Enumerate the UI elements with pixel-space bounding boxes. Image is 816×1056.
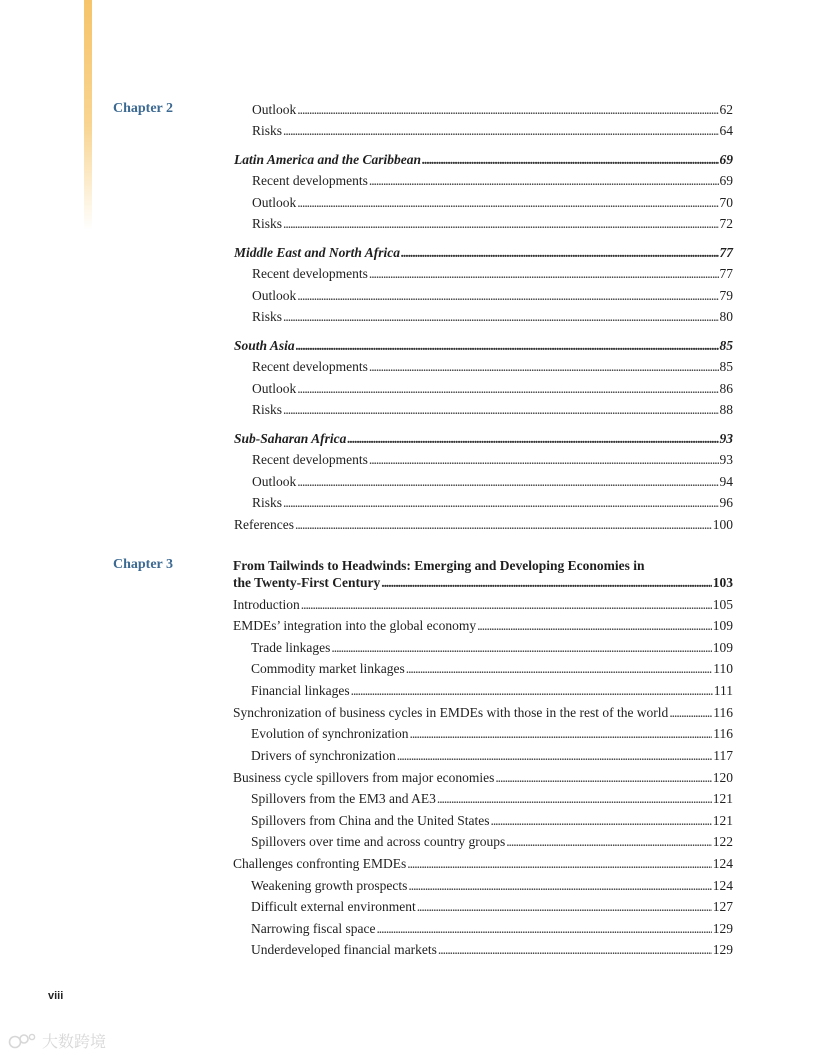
leader-dots	[296, 337, 719, 355]
toc-entry-title: Evolution of synchronization	[251, 726, 409, 741]
toc-entry[interactable]	[251, 877, 733, 895]
leader-dots	[669, 704, 712, 722]
leader-dots	[407, 855, 712, 873]
leader-dots	[369, 172, 719, 190]
toc-entry-title: Introduction	[233, 597, 300, 612]
toc-entry-page: 85	[719, 359, 733, 374]
toc-entry-title: Outlook	[252, 474, 297, 489]
leader-dots	[295, 516, 712, 534]
toc-entry[interactable]	[252, 101, 733, 119]
leader-dots	[506, 833, 712, 851]
leader-dots	[297, 101, 718, 119]
toc-entry-page: 77	[719, 245, 733, 260]
toc-entry[interactable]	[233, 617, 733, 635]
toc-entry-title: Financial linkages	[251, 683, 350, 698]
leader-dots	[301, 596, 712, 614]
toc-entry-page: 100	[712, 517, 733, 532]
watermark-text: 大数跨境	[42, 1032, 107, 1051]
toc-entry-page: 109	[712, 618, 733, 633]
toc-entry-page: 103	[712, 575, 733, 590]
toc-entry-page: 117	[713, 748, 733, 763]
toc-entry-page: 127	[712, 899, 733, 914]
chapter-2-label: Chapter 2	[113, 101, 174, 116]
toc-entry-title: Risks	[252, 123, 283, 138]
toc-entry-title: References	[234, 517, 294, 532]
toc-entry-title: Risks	[252, 309, 283, 324]
toc-entry-title: Weakening growth prospects	[251, 878, 408, 893]
toc-entry-page: 72	[719, 216, 733, 231]
toc-entry[interactable]	[252, 308, 733, 326]
toc-entry[interactable]	[251, 790, 733, 808]
toc-entry-page: 79	[719, 288, 733, 303]
toc-entry[interactable]	[251, 725, 733, 743]
toc-entry-page: 62	[719, 102, 733, 117]
toc-entry-title: Risks	[252, 216, 283, 231]
toc-entry-page: 86	[719, 381, 733, 396]
toc-entry-page: 110	[713, 661, 733, 676]
leader-dots	[297, 380, 718, 398]
toc-entry[interactable]	[233, 704, 733, 722]
toc-entry[interactable]	[251, 639, 733, 657]
toc-entry-title: Spillovers from the EM3 and AE3	[251, 791, 436, 806]
toc-entry-title: Outlook	[252, 195, 297, 210]
toc-entry[interactable]	[251, 920, 733, 938]
toc-entry-page: 121	[712, 791, 733, 806]
toc-entry-page: 116	[713, 705, 733, 720]
toc-entry-page: 94	[719, 474, 733, 489]
toc-entry-references[interactable]	[234, 516, 733, 534]
toc-entry-title: Sub-Saharan Africa	[234, 431, 347, 446]
toc-entry-page: 77	[719, 266, 733, 281]
toc-entry-page: 93	[719, 452, 733, 467]
toc-entry[interactable]	[252, 401, 733, 419]
toc-entry[interactable]	[252, 287, 733, 305]
toc-entry[interactable]	[252, 358, 733, 376]
toc-entry-title: Latin America and the Caribbean	[234, 152, 422, 167]
toc-entry-page: 120	[712, 770, 733, 785]
toc-region-entry[interactable]	[234, 337, 733, 355]
toc-entry-title: Recent developments	[252, 173, 368, 188]
leader-dots	[369, 451, 719, 469]
leader-dots	[297, 473, 718, 491]
toc-entry[interactable]	[252, 473, 733, 491]
toc-entry[interactable]	[252, 380, 733, 398]
toc-entry-title: Risks	[252, 402, 283, 417]
toc-entry[interactable]	[251, 660, 733, 678]
leader-dots	[351, 682, 713, 700]
toc-entry[interactable]	[251, 747, 733, 765]
toc-entry[interactable]	[251, 812, 733, 830]
toc-entry[interactable]	[252, 494, 733, 512]
toc-entry-title: Spillovers from China and the United States	[251, 813, 490, 828]
toc-entry-page: 69	[719, 152, 733, 167]
toc-entry-page: 124	[712, 878, 733, 893]
toc-entry[interactable]	[233, 769, 733, 787]
leader-dots	[381, 574, 712, 592]
toc-entry-title: Drivers of synchronization	[251, 748, 396, 763]
toc-entry-title: Underdeveloped financial markets	[251, 942, 437, 957]
chapter-3-title-entry[interactable]	[233, 574, 733, 592]
leader-dots	[477, 617, 712, 635]
toc-entry[interactable]	[252, 122, 733, 140]
leader-dots	[495, 769, 711, 787]
toc-entry-page: 85	[719, 338, 733, 353]
leader-dots	[438, 941, 712, 959]
leader-dots	[408, 877, 711, 895]
toc-entry-title: Outlook	[252, 288, 297, 303]
leader-dots	[283, 401, 718, 419]
page-number: viii	[48, 990, 64, 1002]
watermark	[8, 1029, 106, 1052]
toc-entry-title: Middle East and North Africa	[234, 245, 401, 260]
leader-dots	[406, 660, 713, 678]
toc-entry[interactable]	[252, 451, 733, 469]
toc-entry-title: Commodity market linkages	[251, 661, 405, 676]
toc-region-entry[interactable]	[234, 430, 733, 448]
chapter-3-label: Chapter 3	[113, 557, 174, 572]
toc-entry[interactable]	[251, 898, 733, 916]
toc-entry-page: 124	[712, 856, 733, 871]
toc-entry-title: Synchronization of business cycles in EMDEs with those in the rest of the world	[233, 705, 669, 720]
toc-entry-title: Recent developments	[252, 359, 368, 374]
leader-dots	[397, 747, 713, 765]
toc-entry-title: Spillovers over time and across country groups	[251, 834, 506, 849]
watermark-logo-icon	[8, 1032, 38, 1050]
leader-dots	[283, 122, 718, 140]
toc-entry-title: Recent developments	[252, 452, 368, 467]
leader-dots	[369, 358, 719, 376]
toc-entry-page: 121	[712, 813, 733, 828]
leader-dots	[409, 725, 712, 743]
leader-dots	[376, 920, 711, 938]
toc-region-entry[interactable]	[234, 151, 733, 169]
toc-entry-page: 129	[712, 942, 733, 957]
toc-entry[interactable]	[233, 596, 733, 614]
toc-entry-page: 105	[712, 597, 733, 612]
toc-entry[interactable]	[251, 941, 733, 959]
leader-dots	[297, 194, 718, 212]
leader-dots	[283, 215, 718, 233]
toc-entry[interactable]	[251, 682, 733, 700]
toc-entry-page: 96	[719, 495, 733, 510]
toc-entry-page: 129	[712, 921, 733, 936]
toc-entry[interactable]	[233, 855, 733, 873]
leader-dots	[297, 287, 718, 305]
decorative-accent-bar	[84, 0, 92, 230]
leader-dots	[283, 308, 718, 326]
toc-entry-page: 80	[719, 309, 733, 324]
leader-dots	[401, 244, 718, 262]
leader-dots	[331, 639, 711, 657]
toc-entry[interactable]	[252, 172, 733, 190]
toc-entry-page: 69	[719, 173, 733, 188]
toc-entry-page: 122	[712, 834, 733, 849]
toc-entry-title: Narrowing fiscal space	[251, 921, 376, 936]
toc-entry-title: Trade linkages	[251, 640, 331, 655]
toc-entry-title: South Asia	[234, 338, 295, 353]
toc-entry-title: Difficult external environment	[251, 899, 416, 914]
toc-entry-title: Outlook	[252, 102, 297, 117]
toc-entry-page: 70	[719, 195, 733, 210]
toc-entry-page: 88	[719, 402, 733, 417]
toc-entry-page: 64	[719, 123, 733, 138]
toc-entry[interactable]	[252, 194, 733, 212]
toc-region-entry[interactable]	[234, 244, 733, 262]
toc-entry-title: Risks	[252, 495, 283, 510]
chapter-3-title-line2: the Twenty-First Century	[233, 575, 381, 590]
toc-entry-title: Outlook	[252, 381, 297, 396]
toc-entry-page: 111	[713, 683, 733, 698]
toc-entry-page: 93	[719, 431, 733, 446]
toc-entry-title: Recent developments	[252, 266, 368, 281]
toc-entry-page: 109	[712, 640, 733, 655]
leader-dots	[369, 265, 719, 283]
leader-dots	[283, 494, 718, 512]
toc-entry[interactable]	[252, 265, 733, 283]
toc-entry[interactable]	[251, 833, 733, 851]
leader-dots	[490, 812, 711, 830]
leader-dots	[347, 430, 718, 448]
toc-entry-title: Business cycle spillovers from major economies	[233, 770, 495, 785]
leader-dots	[437, 790, 712, 808]
leader-dots	[417, 898, 712, 916]
leader-dots	[422, 151, 718, 169]
toc-entry-title: Challenges confronting EMDEs	[233, 856, 407, 871]
chapter-3-title-line1: From Tailwinds to Headwinds: Emerging and Developing Economies in	[233, 558, 645, 573]
toc-entry-page: 116	[713, 726, 733, 741]
toc-entry-title: EMDEs’ integration into the global economy	[233, 618, 477, 633]
toc-entry[interactable]	[252, 215, 733, 233]
